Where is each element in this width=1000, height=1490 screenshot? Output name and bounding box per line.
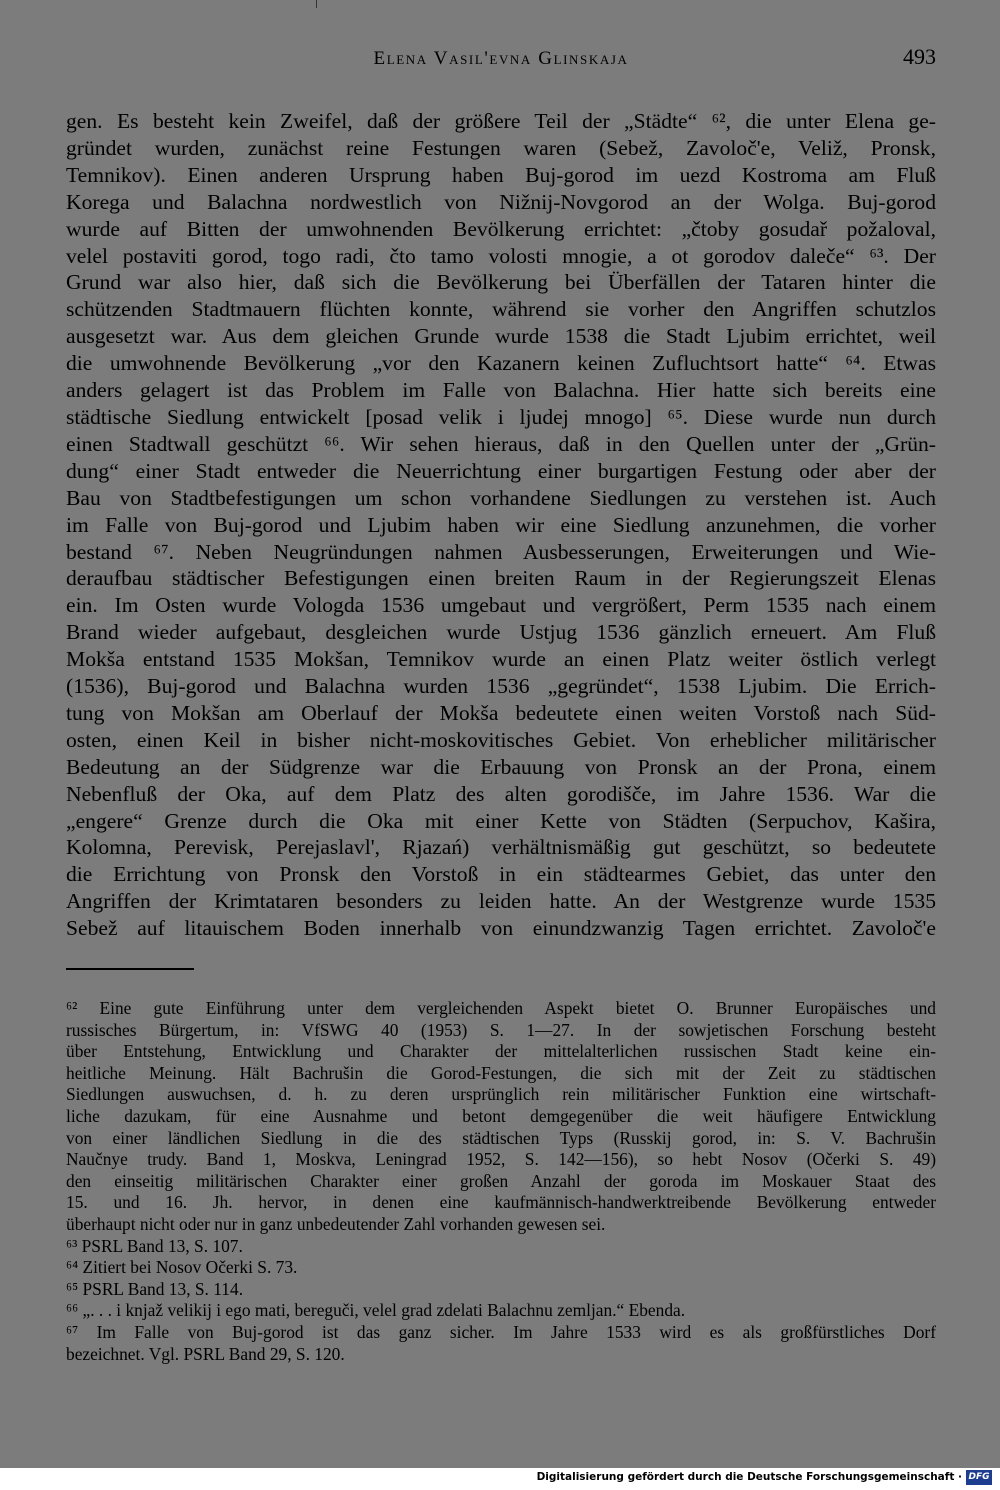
body-line: Temnikov). Einen anderen Ursprung haben Buj-gorod im uezd Kostroma am Fluß: [66, 162, 936, 187]
footnote-line: ⁶⁵ PSRL Band 13, S. 114.: [66, 1278, 244, 1299]
footnotes: [66, 998, 936, 1365]
body-text: [66, 108, 936, 942]
body-line: im Falle von Buj-gorod und Ljubim haben wir eine Siedlung anzunehmen, die vorher: [66, 512, 936, 537]
footnote-line: ⁶⁷ Im Falle von Buj-gorod ist das ganz sicher. Im Jahre 1533 wird es als großfürstliches Dorf: [66, 1321, 936, 1342]
footnote-line: von einer ländlichen Siedlung in die des städtischen Typs (Russkij gorod, in: S. V. Bachrušin: [66, 1127, 936, 1148]
footnote-line: liche dazukam, für eine Ausnahme und betont demgegenüber die weit häufigere Entwicklung: [66, 1105, 936, 1126]
footnote-line: Siedlungen auswuchsen, d. h. zu deren ursprünglich rein militärischer Funktion eine wirtschaft-: [66, 1084, 936, 1105]
body-line: ausgesetzt war. Aus dem gleichen Grunde wurde 1538 die Stadt Ljubim errichtet, weil: [66, 324, 936, 349]
body-line: bestand ⁶⁷. Neben Neugründungen nahmen Ausbesserungen, Erweiterungen und Wie-: [66, 539, 936, 564]
body-line: Kolomna, Perevisk, Perejaslavl', Rjazań) verhältnismäßig gut geschützt, so bedeutete: [66, 835, 936, 860]
footnote-line: den einseitig militärischen Charakter einer großen Anzahl der goroda im Moskauer Staat des: [66, 1170, 936, 1191]
body-line: Sebež auf litauischem Boden innerhalb von einundzwanzig Tagen errichtet. Zavoloč'e: [66, 916, 936, 941]
body-line: „engere“ Grenze durch die Oka mit einer Kette von Städten (Serpuchov, Kašira,: [66, 808, 936, 833]
body-line: Korega und Balachna nordwestlich von Nižnij-Novgorod an der Wolga. Buj-gorod: [66, 189, 936, 214]
body-line: ein. Im Osten wurde Vologda 1536 umgebaut und vergrößert, Perm 1535 nach einem: [66, 593, 936, 618]
body-line: Bau von Stadtbefestigungen um schon vorhandene Siedlungen zu verstehen ist. Auch: [66, 485, 936, 510]
footnote-line: überhaupt nicht oder nur in ganz unbedeutender Zahl vorhanden gewesen sei.: [66, 1213, 606, 1234]
footnote-line: bezeichnet. Vgl. PSRL Band 29, S. 120.: [66, 1343, 345, 1364]
body-line: die umwohnende Bevölkerung „vor den Kazanern keinen Zufluchtsort hatte“ ⁶⁴. Etwas: [66, 351, 936, 376]
body-line: Mokša entstand 1535 Mokšan, Temnikov wurde an einen Platz weiter östlich verlegt: [66, 647, 936, 672]
digitization-footer: [0, 1468, 1000, 1490]
page-header: [66, 44, 936, 78]
body-line: wurde auf Bitten der umwohnenden Bevölkerung errichtet: „čtoby gosudař požaloval,: [66, 216, 936, 241]
body-line: städtische Siedlung entwickelt [posad velik i ljudej mnogo] ⁶⁵. Diese wurde nun durch: [66, 404, 936, 429]
body-line: Bedeutung an der Südgrenze war die Erbauung von Pronsk an der Prona, einem: [66, 754, 936, 779]
dfg-logo-icon: DFG: [966, 1470, 992, 1485]
scan-mark: [316, 0, 317, 8]
body-line: (1536), Buj-gorod und Balachna wurden 1536 „gegründet“, 1538 Ljubim. Die Errich-: [66, 674, 936, 699]
body-line: die Errichtung von Pronsk den Vorstoß in ein städtearmes Gebiet, das unter den: [66, 862, 936, 887]
footnote-line: ⁶⁴ Zitiert bei Nosov Očerki S. 73.: [66, 1257, 298, 1278]
body-line: schützenden Stadtmauern flüchten konnte, während sie vorher den Angriffen schutzlos: [66, 297, 936, 322]
page-number: 493: [903, 44, 936, 69]
footnote-line: russisches Bürgertum, in: VfSWG 40 (1953) S. 1—27. In der sowjetischen Forschung besteht: [66, 1019, 936, 1040]
footnote-rule: [66, 968, 194, 970]
body-line: dung“ einer Stadt entweder die Neuerrichtung einer burgartigen Festung oder aber der: [66, 458, 936, 483]
body-line: Angriffen der Krimtataren besonders zu leiden hatte. An der Westgrenze wurde 1535: [66, 889, 936, 914]
footnote-line: heitliche Meinung. Hält Bachrušin die Gorod-Festungen, die sich mit der Zeit zu städtischen: [66, 1062, 936, 1083]
footnote-line: ⁶³ PSRL Band 13, S. 107.: [66, 1235, 243, 1256]
digitization-credit: Digitalisierung gefördert durch die Deutsche Forschungsgemeinschaft ·: [536, 1471, 962, 1483]
body-line: velel postaviti gorod, togo radi, čto tamo volosti mnogie, a ot gorodov daleče“ ⁶³. Der: [66, 243, 936, 268]
body-line: tung von Mokšan am Oberlauf der Mokša bedeutete einen weiten Vorstoß nach Süd-: [66, 700, 936, 725]
body-line: deraufbau städtischer Befestigungen einen breiten Raum in der Regierungszeit Elenas: [66, 566, 936, 591]
body-line: Brand wieder aufgebaut, desgleichen wurde Ustjug 1536 gänzlich erneuert. Am Fluß: [66, 620, 936, 645]
body-line: gen. Es besteht kein Zweifel, daß der größere Teil der „Städte“ ⁶², die unter Elena ge-: [66, 109, 936, 133]
footnote-line: ⁶² Eine gute Einführung unter dem vergleichenden Aspekt bietet O. Brunner Europäisches und: [66, 998, 936, 1018]
body-line: osten, einen Keil in bisher nicht-moskovitisches Gebiet. Von erheblicher militärischer: [66, 727, 936, 752]
body-line: Grund war also hier, daß sich die Bevölkerung bei Überfällen der Tataren hinter die: [66, 270, 936, 295]
footnote-line: Naučnye trudy. Band 1, Moskva, Leningrad 1952, S. 142—156), so hebt Nosov (Očerki S. 49): [66, 1149, 936, 1170]
body-line: anders gelagert ist das Problem im Falle von Balachna. Hier hatte sich bereits eine: [66, 378, 936, 403]
footnote-line: 15. und 16. Jh. hervor, in denen eine kaufmännisch-handwerktreibende Bevölkerung entweder: [66, 1192, 936, 1213]
running-title: Elena Vasil'evna Glinskaja: [373, 48, 629, 69]
body-line: Nebenfluß der Oka, auf dem Platz des alten gorodišče, im Jahre 1536. War die: [66, 781, 936, 806]
footnote-line: ⁶⁶ „. . . i knjaž velikij i ego mati, bereguči, velel grad zdelati Balachnu zemljan.“ Ebenda.: [66, 1300, 686, 1321]
body-line: gründet wurden, zunächst reine Festungen waren (Sebež, Zavoloč'e, Veliž, Pronsk,: [66, 135, 936, 160]
footnote-line: über Entstehung, Entwicklung und Charakter der mittelalterlichen russischen Stadt keine ein-: [66, 1041, 936, 1062]
body-line: einen Stadtwall geschützt ⁶⁶. Wir sehen hieraus, daß in den Quellen unter der „Grün-: [66, 431, 936, 456]
